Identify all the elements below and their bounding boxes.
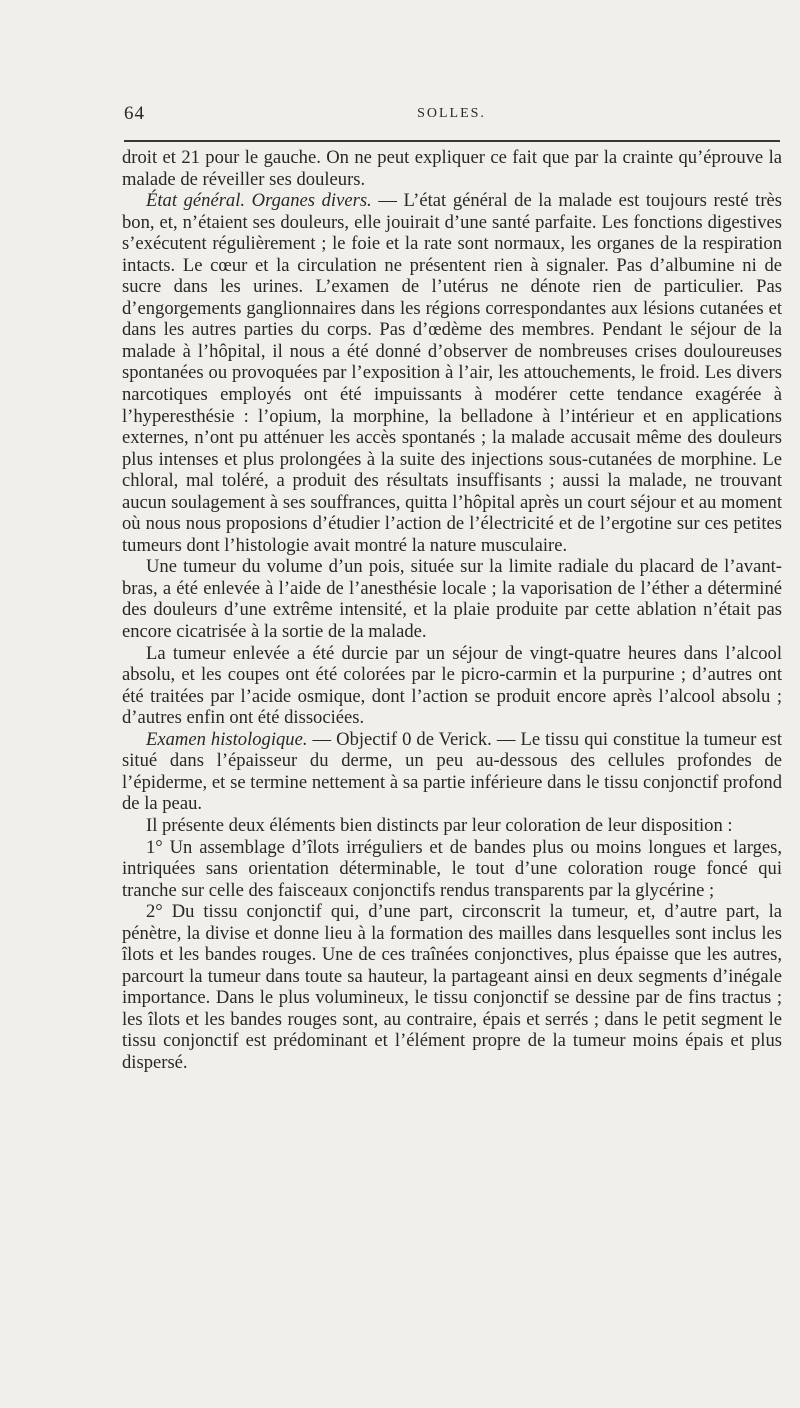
list-item-2: 2° Du tissu conjonctif qui, d’une part, circonscrit la tumeur, et, d’autre part, la pénètre, la divise et donne lieu à la formation des mailles dans lesquelles sont inclus les îlots et les bandes rouges. Une de ces traînées conjonctives, plus épaisse que les autres, parcourt la tumeur dans toute sa hauteur, la partageant ainsi en deux segments d’inégale importance. Dans le plus volumineux, le tissu conjonctif se dessine par de fins tractus ; les îlots et les bandes rouges sont, au contraire, épais et serrés ; dans le petit segment le tissu conjonctif est prédominant et l’élément propre de la tumeur moins épais et plus dispersé. bbox=[122, 901, 782, 1073]
paragraph-tumeur-preparation: La tumeur enlevée a été durcie par un séjour de vingt-quatre heures dans l’alcool absolu, et les coupes ont été colorées par le picro-carmin et la purpurine ; d’autres ont été traitées par l’acide osmique, dont l’action se produit encore après l’alcool absolu ; d’autres enfin ont été dissociées. bbox=[122, 642, 782, 729]
body-text bbox=[122, 147, 782, 1074]
running-head: SOLLES. bbox=[417, 106, 486, 121]
paragraph-text: — L’état général de la malade est toujours resté très bon, et, n’étaient ses douleurs, elle jouirait d’une santé parfaite. Les fonctions digestives s’exécutent régulièrement ; le foie et la rate sont normaux, les organes de la respiration intacts. Le cœur et la circulation ne présentent rien à signaler. Pas d’albumine ni de sucre dans les urines. L’examen de l’utérus ne dénote rien de particulier. Pas d’engorgements ganglionnaires dans les régions correspondantes aux lésions cutanées et dans les autres parties du corps. Pas d’œdème des membres. Pendant le séjour de la malade à l’hôpital, il nous a été donné d’observer de nombreuses crises douloureuses spontanées ou provoquées par l’exposition à l’air, les attouchements, le froid. Les divers narcotiques employés ont été impuissants à modérer cette tendance exagérée à l’hyperesthésie : l’opium, la morphine, la belladone à l’intérieur et en applications externes, n’ont pu atténuer les accès spontanés ; la malade accusait même des douleurs plus intenses et plus prolongées à la suite des injections sous-cutanées de morphine. Le chloral, mal toléré, a produit des résultats insuffisants ; aussi la malade, ne trouvant aucun soulagement à ses souffrances, quitta l’hôpital après un court séjour et au moment où nous nous proposions d’étudier l’action de l’électricité et de l’ergotine sur ces petites tumeurs dont l’histologie avait montré la nature musculaire. bbox=[122, 190, 783, 556]
paragraph-tumeur-ablation: Une tumeur du volume d’un pois, située sur la limite radiale du placard de l’avant-bras, a été enlevée à l’aide de l’anesthésie locale ; la vaporisation de l’éther a déterminé des douleurs d’une extrême intensité, et la plaie produite par cette ablation n’était pas encore cicatrisée à la sortie de la malade. bbox=[122, 556, 782, 643]
list-item-1: 1° Un assemblage d’îlots irréguliers et de bandes plus ou moins longues et larges, intriquées sans orientation déterminable, le tout d’une coloration rouge foncé qui tranche sur celle des faisceaux conjonctifs rendus transparents par la glycérine ; bbox=[122, 836, 782, 901]
paragraph-examen-histologique bbox=[122, 729, 782, 815]
section-title-examen-histologique: Examen histologique. bbox=[146, 728, 308, 750]
paragraph-elements: Il présente deux éléments bien distincts par leur coloration de leur disposition : bbox=[146, 814, 733, 836]
header-rule bbox=[124, 140, 780, 142]
page-number: 64 bbox=[124, 103, 145, 124]
paragraph-continuation: droit et 21 pour le gauche. On ne peut expliquer ce fait que par la crainte qu’éprouve la malade de réveiller ses douleurs. bbox=[122, 147, 782, 190]
paragraph-text: — Objectif 0 de Verick. — Le tissu qui constitue la tumeur est situé dans l’épaisseur du derme, un peu au-dessous des cellules profondes de l’épiderme, et se termine nettement à sa partie inférieure dans le tissu conjonctif profond de la peau. bbox=[122, 728, 782, 815]
paragraph-etat-general bbox=[122, 190, 782, 556]
page-header bbox=[124, 103, 779, 129]
section-title-etat-general: État général. Organes divers. bbox=[146, 190, 372, 212]
